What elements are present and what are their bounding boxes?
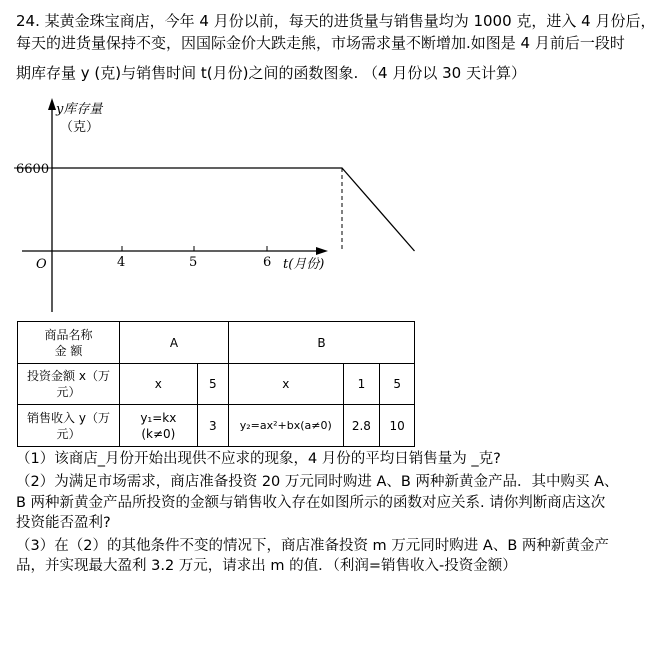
series-line (52, 168, 415, 251)
question-2-line-3: 投资能否盈利? (16, 515, 111, 531)
origin-label: O (36, 257, 47, 272)
table-cell: 投资金额 x（万元） (18, 364, 120, 405)
table-cell: x (229, 364, 344, 405)
x-tick-label-6: 6 (263, 255, 272, 270)
table-row (18, 405, 415, 447)
x-axis-label: t(月份) (283, 257, 325, 272)
question-3-line-2: 品，并实现最大盈利 3.2 万元，请求出 m 的值．（利润=销售收入-投资金额） (16, 558, 517, 574)
question-2-line-2: B 两种新黄金产品所投资的金额与销售收入存在如图所示的函数对应关系. 请你判断商店这次 (16, 495, 606, 511)
question-2-line-1: （2）为满足市场需求，商店准备投资 20 万元同时购进 A、B 两种新黄金产品．其中购买 A、 (16, 474, 619, 490)
table-cell: y₂=ax²+bx(a≠0) (229, 405, 344, 447)
y-axis-unit: （克） (60, 120, 100, 135)
table-cell: x (120, 364, 198, 405)
table-cell: A (120, 322, 229, 364)
question-1: （1）该商店_月份开始出现供不应求的现象，4 月份的平均日销售量为 _克? (16, 451, 501, 467)
y-axis-arrow-icon (48, 98, 56, 110)
x-axis-arrow-icon (316, 247, 328, 255)
table-cell: 销售收入 y（万元） (18, 405, 120, 447)
table-cell: 3 (197, 405, 228, 447)
table-row (18, 364, 415, 405)
y-tick-label: 6600 (16, 162, 50, 177)
x-tick-label-5: 5 (189, 255, 198, 270)
product-table (17, 321, 415, 447)
table-cell: B (229, 322, 415, 364)
problem-line-2: 每天的进货量保持不变，因国际金价大跌走熊，市场需求量不断增加.如图是 4 月前后一段时 (16, 34, 625, 52)
x-tick-label-4: 4 (117, 255, 126, 270)
problem-line-3: 期库存量 y (克)与销售时间 t(月份)之间的函数图象. （4 月份以 30 天计算） (16, 64, 526, 82)
table-cell: 商品名称 金 额 (18, 322, 120, 364)
question-3-line-1: （3）在（2）的其他条件不变的情况下，商店准备投资 m 万元同时购进 A、B 两种新黄金产 (16, 538, 609, 554)
table-row (18, 322, 415, 364)
table-cell: 5 (197, 364, 228, 405)
table-cell: y₁=kx (k≠0) (120, 405, 198, 447)
problem-line-1: 24. 某黄金珠宝商店，今年 4 月份以前，每天的进货量与销售量均为 1000 克，进入 4 月份后， (16, 12, 656, 30)
table-cell: 5 (380, 364, 415, 405)
table-cell: 1 (343, 364, 380, 405)
table-cell: 2.8 (343, 405, 380, 447)
y-axis-label: y库存量 (56, 102, 103, 117)
table-cell: 10 (380, 405, 415, 447)
